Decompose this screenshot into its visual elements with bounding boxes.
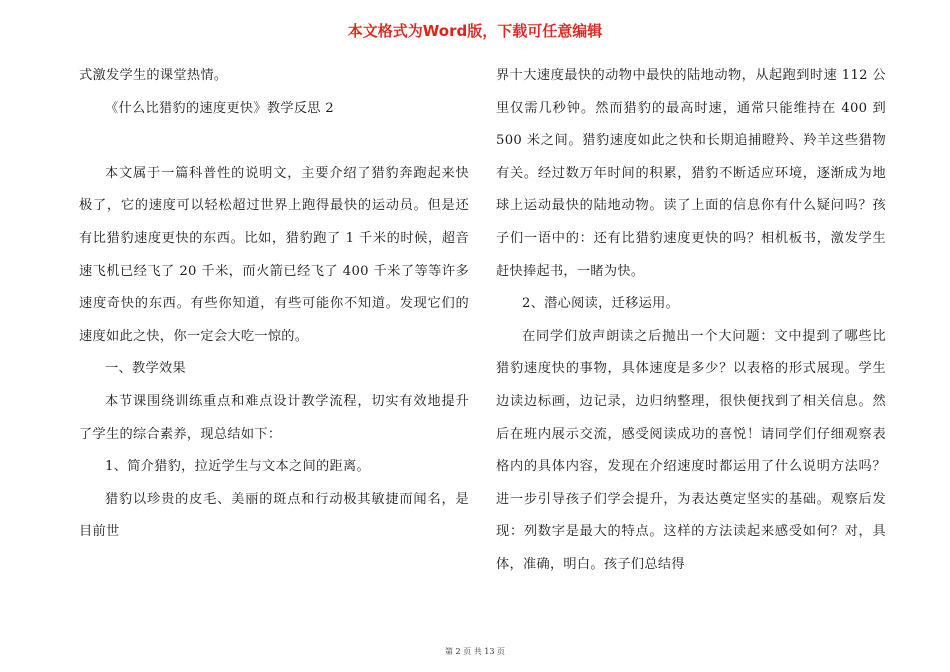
paragraph: 界十大速度最快的动物中最快的陆地动物，从起跑到时速 112 公里仅需几秒钟。然而猎豹的最高时速，通常只能维持在 400 到 500 米之间。猎豹速度如此之快和长期追捕瞪羚、羚羊这些猎物有关。经过数万年时间的积累，猎豹不断适应环境，逐渐成为地球上运动最快的陆地动物。读了上面的信息你有什么疑问吗？孩子们一语中的：还有比猎豹速度更快的吗？相机板书，激发学生赶快捧起书，一睹为快。	[496, 68, 886, 279]
subheading: 2、潜心阅读，迁移运用。	[522, 296, 680, 312]
paragraph: 本文属于一篇科普性的说明文，主要介绍了猎豹奔跑起来快极了，它的速度可以轻松超过世界上跑得最快的运动员。但是还有比猎豹速度更快的东西。比如，猎豹跑了 1 千米的时候，超音速飞机已经飞了 20 千米，而火箭已经飞了 400 千米了等等许多速度奇快的东西。有些你知道，有些可能你不知道。发现它们的速度如此之快，你一定会大吃一惊的。	[79, 165, 469, 344]
section-title: 《什么比猎豹的速度更快》教学反思 2	[105, 100, 334, 116]
paragraph: 猎豹以珍贵的皮毛、美丽的斑点和行动极其敏捷而闻名，是目前世	[79, 491, 469, 540]
format-banner: 本文格式为Word版，下载可任意编辑	[347, 22, 603, 40]
left-column	[79, 60, 469, 549]
blank-line	[79, 125, 469, 158]
subheading: 1、简介猎豹，拉近学生与文本之间的距离。	[105, 459, 370, 475]
paragraph: 式激发学生的课堂热情。	[79, 68, 228, 83]
heading: 一、教学效果	[105, 361, 186, 377]
paragraph: 在同学们放声朗读之后抛出一个大问题：文中提到了哪些比猎豹速度快的事物，具体速度是多少？以表格的形式展现。学生边读边标画，边记录，边归纳整理，很快便找到了相关信息。然后在班内展示交流，感受阅读成功的喜悦！请同学们仔细观察表格内的具体内容，发现在介绍速度时都运用了什么说明方法吗？进一步引导孩子们学会提升，为表达奠定坚实的基础。观察后发现：列数字是最大的特点。这样的方法读起来感受如何？对，具体，准确，明白。孩子们总结得	[496, 328, 886, 572]
page-number: 第 2 页 共 13 页	[445, 647, 505, 656]
right-column	[496, 60, 886, 582]
paragraph: 本节课围绕训练重点和难点设计教学流程，切实有效地提升了学生的综合素养，现总结如下：	[79, 393, 469, 442]
